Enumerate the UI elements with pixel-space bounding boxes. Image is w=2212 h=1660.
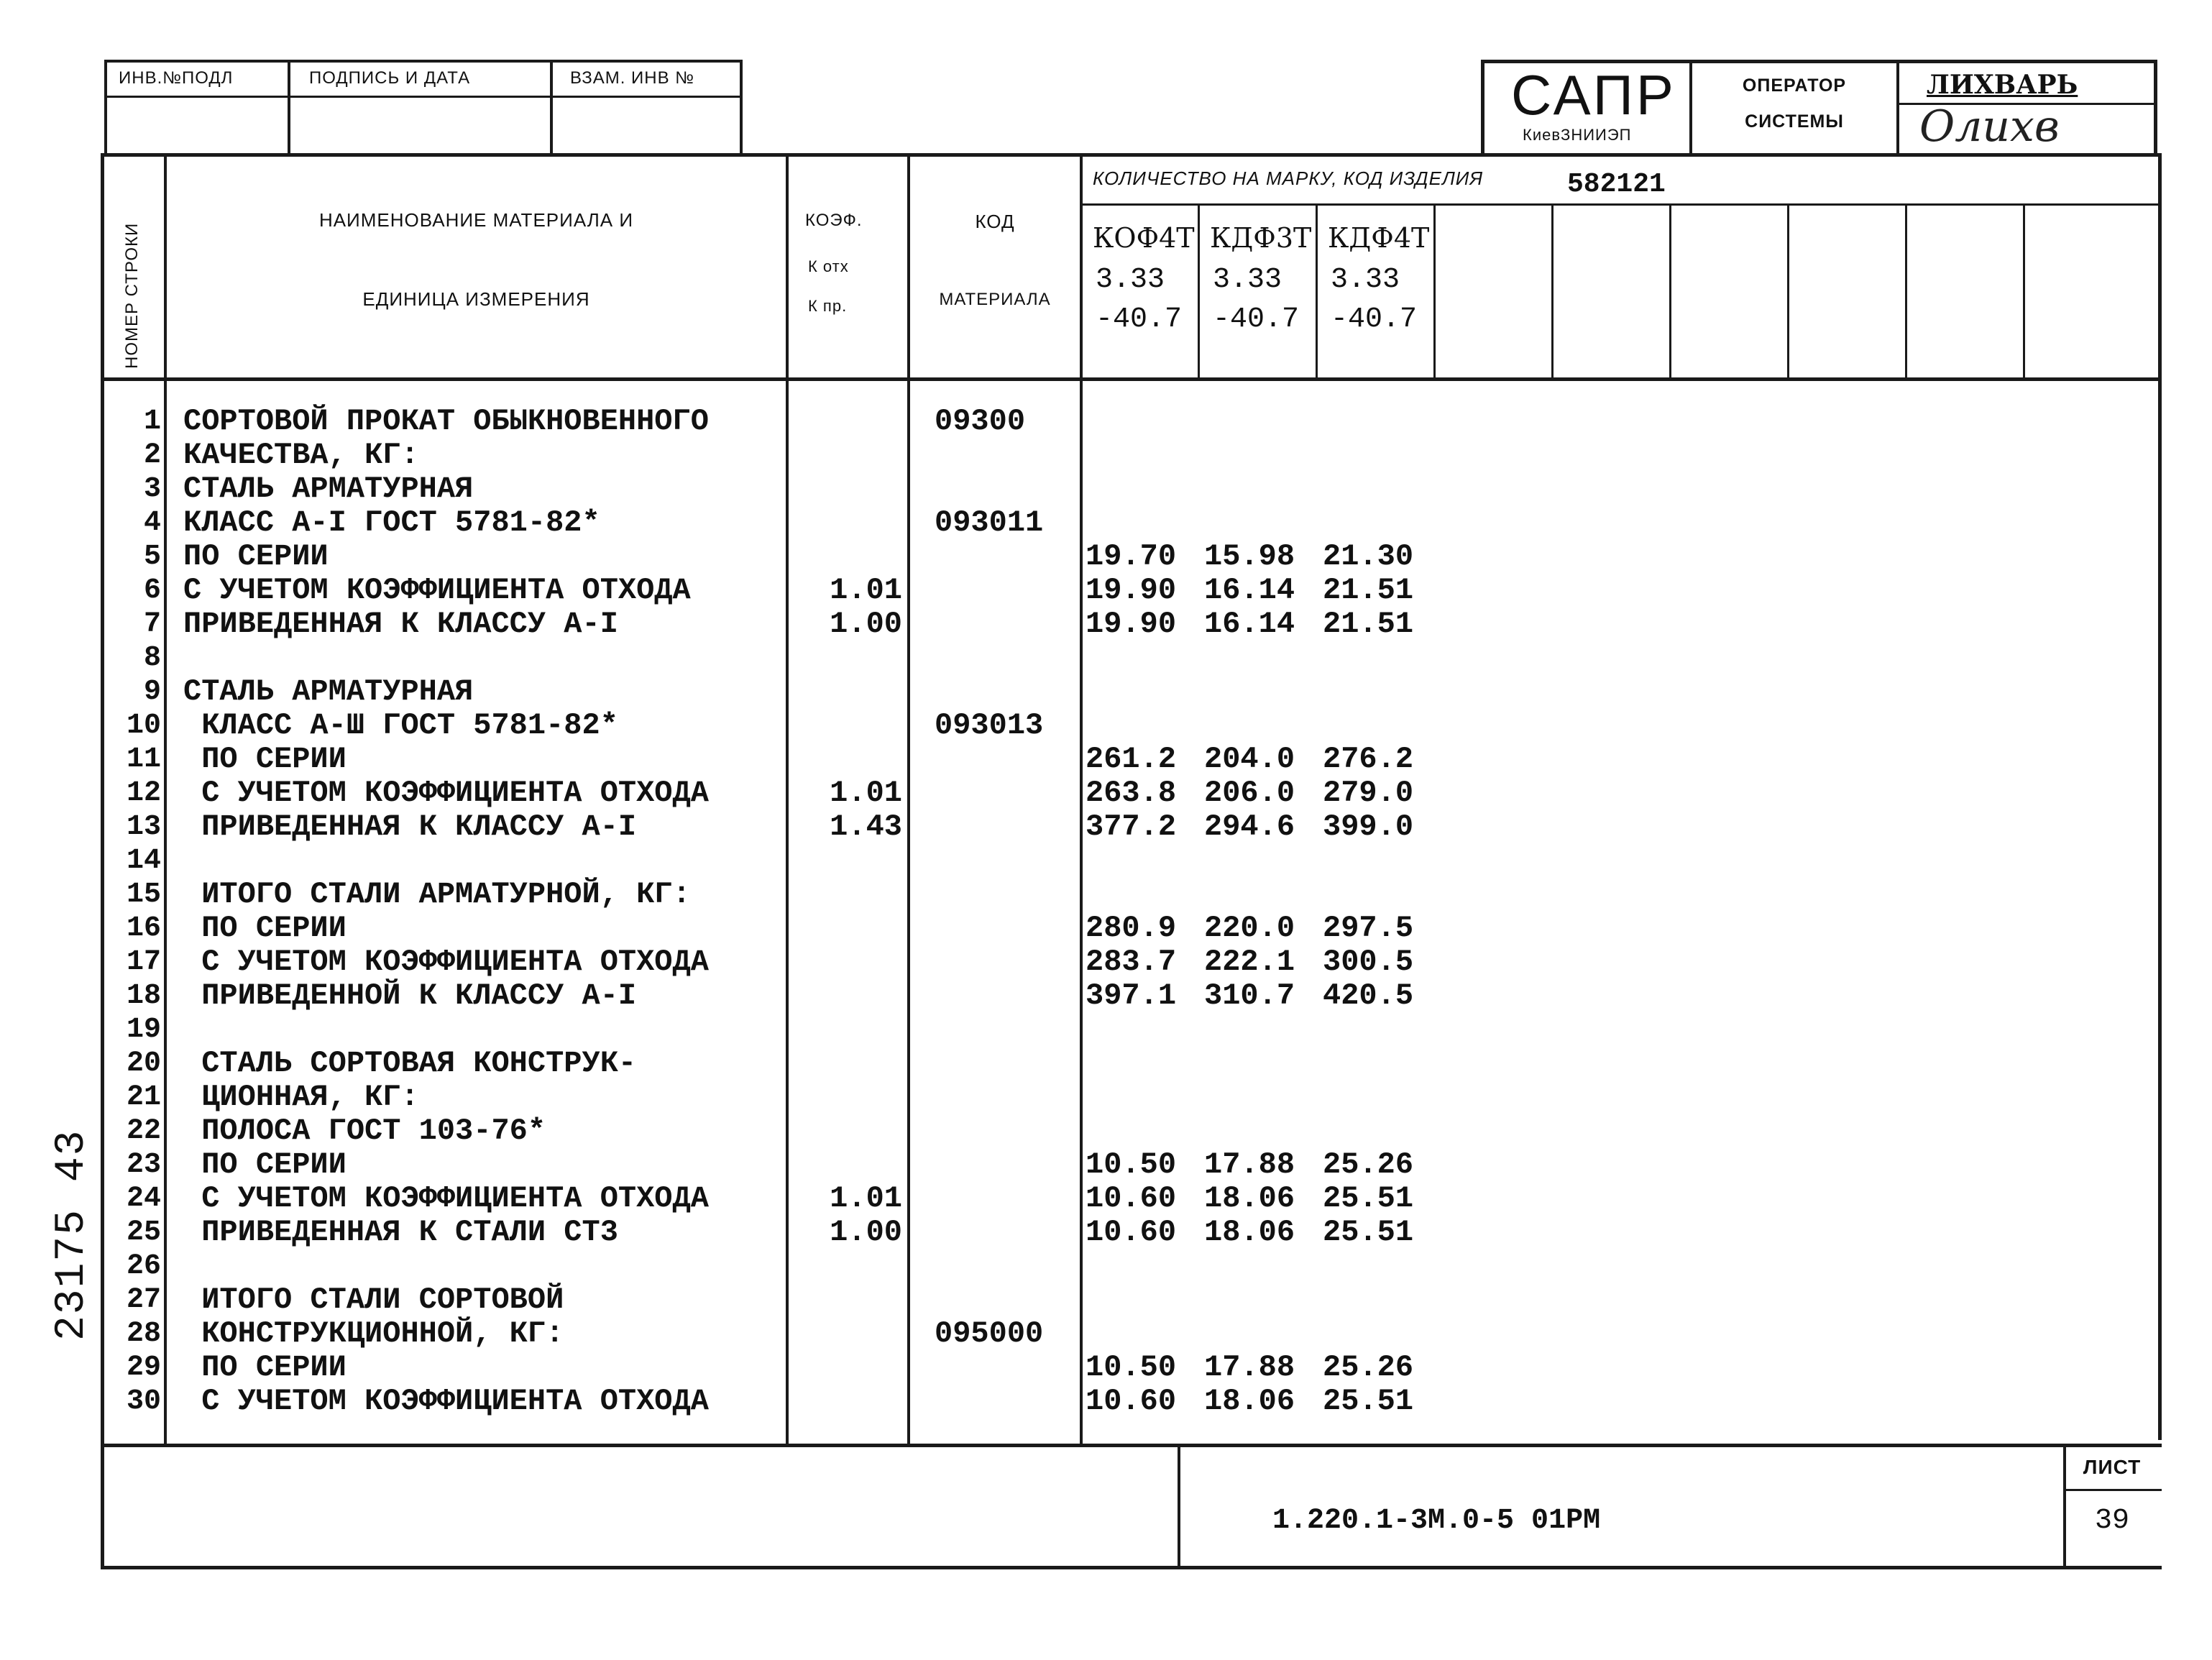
row-material-name: КЛАСС А-Ш ГОСТ 5781-82* [183, 708, 618, 743]
footer-doc-code: 1.220.1-3М.0-5 01РМ [1272, 1505, 1601, 1537]
row-qty-1: 10.60 [1086, 1181, 1177, 1216]
row-qty-2: 222.1 [1204, 945, 1295, 979]
row-qty-1: 19.90 [1086, 607, 1177, 641]
row-qty-3: 300.5 [1323, 945, 1414, 979]
row-material-name: С УЧЕТОМ КОЭФФИЦИЕНТА ОТХОДА [183, 1181, 709, 1216]
header-row-number: НОМЕР СТРОКИ [122, 222, 142, 369]
row-number: 19 [126, 1014, 161, 1046]
row-number: 17 [126, 946, 161, 978]
row-material-name: СТАЛЬ АРМАТУРНАЯ [183, 674, 474, 709]
row-qty-3: 25.26 [1323, 1147, 1414, 1182]
header-name-line2: ЕДИНИЦА ИЗМЕРЕНИЯ [362, 288, 590, 310]
row-code: 09300 [935, 404, 1026, 439]
header-coef-line2: К отх [808, 257, 849, 275]
operator-signature: Олихв [1919, 101, 2060, 152]
mark-line3: -40.7 [1096, 303, 1183, 336]
row-number: 7 [143, 608, 161, 641]
mark-name: КДФ4Т [1328, 222, 1430, 254]
row-number: 14 [126, 845, 161, 877]
header-coef-line3: К пр. [808, 297, 848, 315]
row-material-name: С УЧЕТОМ КОЭФФИЦИЕНТА ОТХОДА [183, 945, 709, 979]
row-material-name: С УЧЕТОМ КОЭФФИЦИЕНТА ОТХОДА [183, 1384, 709, 1418]
mark-line3: -40.7 [1213, 303, 1300, 336]
header-product-code: 582121 [1567, 169, 1666, 200]
row-material-name: ПО СЕРИИ [183, 911, 347, 945]
row-number: 26 [126, 1250, 161, 1283]
row-code: 093011 [935, 505, 1044, 540]
main-table [101, 153, 2162, 1569]
mark-line3: -40.7 [1331, 303, 1418, 336]
row-number: 23 [126, 1149, 161, 1181]
row-qty-2: 220.0 [1204, 911, 1295, 945]
header-coef-line1: КОЭФ. [805, 211, 863, 230]
row-number: 27 [126, 1284, 161, 1316]
footer-sheet-number: 39 [2094, 1505, 2129, 1537]
row-qty-1: 283.7 [1086, 945, 1177, 979]
row-number: 1 [143, 405, 161, 438]
row-number: 20 [126, 1047, 161, 1080]
row-qty-2: 17.88 [1204, 1350, 1295, 1385]
header-code-line1: КОД [975, 211, 1015, 232]
mark-line2: 3.33 [1331, 264, 1400, 296]
row-qty-1: 261.2 [1086, 742, 1177, 776]
row-qty-2: 18.06 [1204, 1215, 1295, 1249]
row-qty-1: 19.70 [1086, 539, 1177, 574]
row-code: 093013 [935, 708, 1044, 743]
row-material-name: ПРИВЕДЕННОЙ К КЛАССУ А-I [183, 978, 637, 1013]
stamp-vzam-inv: ВЗАМ. ИНВ № [570, 68, 695, 88]
row-qty-2: 310.7 [1204, 978, 1295, 1013]
row-material-name: ПО СЕРИИ [183, 539, 329, 574]
row-qty-3: 21.30 [1323, 539, 1414, 574]
title-block [1481, 60, 2157, 155]
footer-sheet-label: ЛИСТ [2083, 1456, 2142, 1478]
row-material-name: СТАЛЬ СОРТОВАЯ КОНСТРУК- [183, 1046, 637, 1081]
row-qty-2: 206.0 [1204, 776, 1295, 810]
row-qty-1: 280.9 [1086, 911, 1177, 945]
row-number: 12 [126, 777, 161, 810]
row-qty-2: 204.0 [1204, 742, 1295, 776]
side-note: 23175 43 [49, 1129, 96, 1341]
row-coef: 1.01 [830, 776, 902, 810]
header-name-line1: НАИМЕНОВАНИЕ МАТЕРИАЛА И [318, 209, 634, 231]
row-number: 2 [143, 439, 161, 472]
row-qty-3: 25.51 [1323, 1384, 1414, 1418]
header-quantity-label: КОЛИЧЕСТВО НА МАРКУ, КОД ИЗДЕЛИЯ [1093, 168, 1484, 189]
row-material-name: ПРИВЕДЕННАЯ К КЛАССУ А-I [183, 810, 637, 844]
row-material-name: ЦИОННАЯ, КГ: [183, 1080, 419, 1114]
row-coef: 1.00 [830, 607, 902, 641]
row-qty-3: 297.5 [1323, 911, 1414, 945]
row-material-name: ИТОГО СТАЛИ АРМАТУРНОЙ, КГ: [183, 877, 691, 912]
mark-line2: 3.33 [1213, 264, 1282, 296]
row-qty-3: 276.2 [1323, 742, 1414, 776]
row-number: 15 [126, 879, 161, 911]
row-qty-3: 25.51 [1323, 1181, 1414, 1216]
row-qty-2: 294.6 [1204, 810, 1295, 844]
row-coef: 1.01 [830, 573, 902, 607]
row-code: 095000 [935, 1316, 1044, 1351]
row-material-name: КЛАСС А-I ГОСТ 5781-82* [183, 505, 600, 540]
row-qty-2: 16.14 [1204, 607, 1295, 641]
row-number: 5 [143, 541, 161, 573]
mark-name: КДФ3Т [1210, 222, 1312, 254]
row-material-name: ПО СЕРИИ [183, 1147, 347, 1182]
row-qty-3: 25.26 [1323, 1350, 1414, 1385]
row-material-name: КАЧЕСТВА, КГ: [183, 438, 419, 472]
top-stamp [104, 60, 743, 153]
row-qty-2: 18.06 [1204, 1384, 1295, 1418]
mark-name: КОФ4Т [1093, 222, 1195, 254]
row-qty-1: 397.1 [1086, 978, 1177, 1013]
row-material-name: С УЧЕТОМ КОЭФФИЦИЕНТА ОТХОДА [183, 573, 691, 607]
row-material-name: ИТОГО СТАЛИ СОРТОВОЙ [183, 1283, 564, 1317]
row-material-name: ПРИВЕДЕННАЯ К КЛАССУ А-I [183, 607, 618, 641]
row-number: 4 [143, 507, 161, 539]
row-qty-1: 10.60 [1086, 1215, 1177, 1249]
row-qty-3: 25.51 [1323, 1215, 1414, 1249]
row-qty-3: 21.51 [1323, 573, 1414, 607]
row-qty-2: 17.88 [1204, 1147, 1295, 1182]
row-number: 8 [143, 642, 161, 674]
row-number: 13 [126, 811, 161, 843]
mark-col-3 [1318, 222, 1433, 336]
row-qty-2: 15.98 [1204, 539, 1295, 574]
row-number: 24 [126, 1183, 161, 1215]
row-qty-3: 279.0 [1323, 776, 1414, 810]
row-number: 6 [143, 574, 161, 607]
row-qty-3: 399.0 [1323, 810, 1414, 844]
operator-label-2: СИСТЕМЫ [1745, 111, 1844, 132]
mark-col-1 [1083, 222, 1198, 336]
row-number: 18 [126, 980, 161, 1012]
row-number: 9 [143, 676, 161, 708]
row-number: 10 [126, 710, 161, 742]
row-material-name: ПО СЕРИИ [183, 1350, 347, 1385]
row-qty-1: 10.50 [1086, 1147, 1177, 1182]
row-material-name: С УЧЕТОМ КОЭФФИЦИЕНТА ОТХОДА [183, 776, 709, 810]
row-qty-1: 377.2 [1086, 810, 1177, 844]
row-number: 22 [126, 1115, 161, 1147]
row-material-name: ПОЛОСА ГОСТ 103-76* [183, 1114, 546, 1148]
row-number: 21 [126, 1081, 161, 1114]
row-qty-1: 263.8 [1086, 776, 1177, 810]
row-number: 28 [126, 1318, 161, 1350]
table-body [101, 405, 2162, 1440]
stamp-podpis-data: ПОДПИСЬ И ДАТА [309, 68, 471, 88]
row-number: 29 [126, 1352, 161, 1384]
row-number: 3 [143, 473, 161, 505]
sapr-title: САПР [1511, 63, 1676, 127]
row-material-name: СТАЛЬ АРМАТУРНАЯ [183, 472, 474, 506]
row-qty-2: 18.06 [1204, 1181, 1295, 1216]
operator-name: ЛИХВАРЬ [1927, 70, 2078, 100]
row-qty-3: 420.5 [1323, 978, 1414, 1013]
row-number: 16 [126, 912, 161, 945]
row-material-name: ПРИВЕДЕННАЯ К СТАЛИ СТ3 [183, 1215, 618, 1249]
stamp-inv-podl: ИНВ.№ПОДЛ [119, 68, 234, 88]
row-number: 30 [126, 1385, 161, 1418]
operator-label-1: ОПЕРАТОР [1742, 75, 1847, 96]
row-number: 11 [126, 743, 161, 776]
row-coef: 1.43 [830, 810, 902, 844]
row-material-name: ПО СЕРИИ [183, 742, 347, 776]
row-qty-1: 19.90 [1086, 573, 1177, 607]
row-qty-2: 16.14 [1204, 573, 1295, 607]
org-name: КиевЗНИИЭП [1523, 126, 1632, 144]
row-material-name: СОРТОВОЙ ПРОКАТ ОБЫКНОВЕННОГО [183, 404, 709, 439]
row-qty-3: 21.51 [1323, 607, 1414, 641]
row-material-name: КОНСТРУКЦИОННОЙ, КГ: [183, 1316, 564, 1351]
mark-col-2 [1200, 222, 1315, 336]
header-code-line2: МАТЕРИАЛА [939, 290, 1051, 309]
mark-line2: 3.33 [1096, 264, 1165, 296]
row-qty-1: 10.50 [1086, 1350, 1177, 1385]
row-number: 25 [126, 1216, 161, 1249]
row-qty-1: 10.60 [1086, 1384, 1177, 1418]
row-coef: 1.00 [830, 1215, 902, 1249]
row-coef: 1.01 [830, 1181, 902, 1216]
